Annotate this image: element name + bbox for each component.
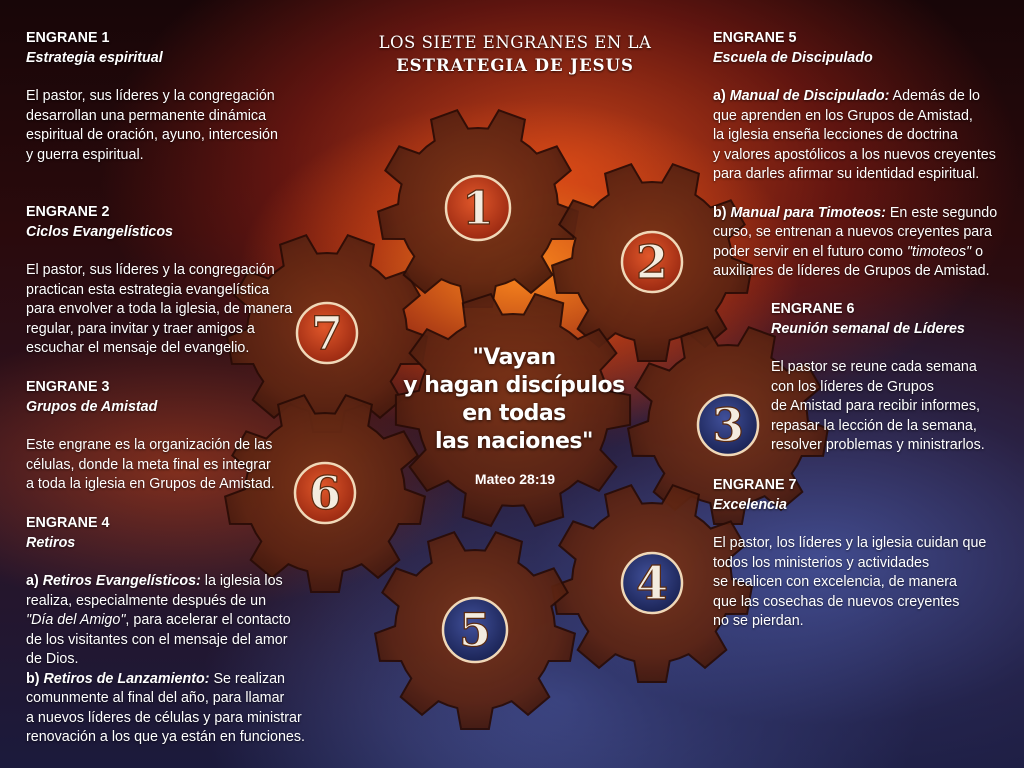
- engrane-5-section: [713, 29, 1018, 282]
- engrane-4-text: comunmente al final del año, para llamar: [26, 690, 285, 706]
- page-title: [330, 31, 700, 77]
- engrane-1-text: desarrollan una permanente dinámica: [26, 107, 267, 124]
- engrane-2-text: escuchar el mensaje del evangelio.: [26, 340, 250, 356]
- engrane-2-section: [26, 203, 326, 359]
- engrane-6-heading: ENGRANE 6: [771, 301, 855, 317]
- quote-line: "Vayan: [472, 345, 556, 370]
- engrane-7-text: que las cosechas de nuevos creyentes: [713, 593, 960, 610]
- engrane-5-text: auxiliares de líderes de Grupos de Amistad.: [713, 263, 990, 279]
- engrane-5-text: para darles afirmar su identidad espiritual.: [713, 166, 980, 182]
- engrane-4-subtitle: Retiros: [26, 534, 76, 551]
- engrane-5-b-line: b) Manual para Timoteos: En este segundo: [713, 204, 998, 221]
- engrane-1-subtitle: Estrategia espiritual: [26, 49, 163, 66]
- engrane-6-section: [771, 300, 1021, 456]
- engrane-5-text: que aprenden en los Grupos de Amistad,: [713, 107, 973, 124]
- engrane-3-text: células, donde la meta final es integrar: [26, 456, 271, 473]
- engrane-7-text: no se pierdan.: [713, 613, 804, 629]
- engrane-7-subtitle: Excelencia: [713, 496, 787, 513]
- engrane-4-a-line: a) Retiros Evangelísticos: la iglesia los: [26, 573, 283, 589]
- engrane-4-text: de los visitantes con el mensaje del amor: [26, 631, 288, 648]
- engrane-6-text: con los líderes de Grupos: [771, 378, 934, 395]
- engrane-1-text: espiritual de oración, ayuno, intercesión: [26, 127, 278, 143]
- gear-number: 5: [458, 603, 492, 657]
- engrane-5-subtitle: Escuela de Discipulado: [713, 49, 873, 66]
- engrane-3-heading: ENGRANE 3: [26, 379, 110, 395]
- engrane-5-a-line: a) Manual de Discipulado: Además de lo: [713, 88, 980, 104]
- engrane-7-text: se realicen con excelencia, de manera: [713, 574, 957, 590]
- engrane-5-heading: ENGRANE 5: [713, 30, 797, 46]
- quote-reference: Mateo 28:19: [474, 471, 556, 487]
- gear-number: 3: [711, 398, 745, 452]
- engrane-6-subtitle: Reunión semanal de Líderes: [771, 320, 965, 337]
- engrane-2-subtitle: Ciclos Evangelísticos: [26, 223, 173, 240]
- quote-line: en todas: [462, 401, 566, 426]
- center-quote: [400, 344, 628, 456]
- engrane-4-section: [26, 514, 336, 748]
- engrane-4-text: de Dios.: [26, 651, 79, 667]
- engrane-5-text: la iglesia enseña lecciones de doctrina: [713, 127, 958, 143]
- gear-number: 6: [308, 466, 342, 520]
- engrane-4-text: "Día del Amigo", para acelerar el contacto: [26, 612, 291, 628]
- engrane-4-b-line: b) Retiros de Lanzamiento: Se realizan: [26, 670, 285, 687]
- engrane-2-text: regular, para invitar y traer amigos a: [26, 320, 255, 337]
- engrane-1-section: [26, 29, 326, 165]
- engrane-7-text: El pastor, los líderes y la iglesia cuidan que: [713, 535, 987, 551]
- engrane-3-subtitle: Grupos de Amistad: [26, 398, 158, 415]
- engrane-3-text: Este engrane es la organización de las: [26, 437, 273, 453]
- engrane-2-text: practican esta estrategia evangelística: [26, 281, 270, 298]
- engrane-2-text: El pastor, sus líderes y la congregación: [26, 262, 275, 278]
- engrane-2-text: para envolver a toda la iglesia, de manera: [26, 301, 293, 317]
- gear-number: 4: [635, 556, 669, 610]
- engrane-4-text: renovación a los que ya están en funciones.: [26, 729, 305, 745]
- engrane-3-section: [26, 378, 326, 495]
- engrane-4-heading: ENGRANE 4: [26, 515, 110, 531]
- title-line-2: ESTRATEGIA DE JESUS: [396, 56, 634, 75]
- gear-number: 2: [635, 235, 669, 289]
- engrane-3-text: a toda la iglesia en Grupos de Amistad.: [26, 476, 275, 492]
- engrane-1-heading: ENGRANE 1: [26, 30, 110, 46]
- gear-number: 7: [310, 306, 344, 360]
- quote-line: las naciones": [435, 429, 593, 454]
- engrane-1-text: y guerra espiritual.: [26, 146, 144, 163]
- quote-line: y hagan discípulos: [403, 373, 625, 398]
- engrane-7-text: todos los ministerios y actividades: [713, 554, 930, 571]
- engrane-6-text: de Amistad para recibir informes,: [771, 398, 980, 414]
- engrane-5-text: y valores apostólicos a los nuevos creyentes: [713, 146, 996, 163]
- engrane-1-text: El pastor, sus líderes y la congregación: [26, 88, 275, 104]
- engrane-6-text: repasar la lección de la semana,: [771, 417, 977, 434]
- engrane-5-text: curso, se entrenan a nuevos creyentes para: [713, 224, 992, 240]
- engrane-4-text: a nuevos líderes de células y para ministrar: [26, 709, 302, 726]
- engrane-6-text: El pastor se reune cada semana: [771, 359, 977, 375]
- engrane-5-text: poder servir en el futuro como "timoteos" o: [713, 243, 984, 260]
- title-line-1: LOS SIETE ENGRANES EN LA: [378, 33, 652, 52]
- gear-number: 1: [461, 181, 495, 235]
- engrane-7-heading: ENGRANE 7: [713, 477, 797, 493]
- gear-5: [375, 532, 575, 729]
- engrane-2-heading: ENGRANE 2: [26, 204, 110, 220]
- engrane-6-text: resolver problemas y ministrarlos.: [771, 437, 985, 453]
- engrane-7-section: [713, 476, 1018, 632]
- engrane-4-text: realiza, especialmente después de un: [26, 592, 267, 609]
- gear-1: [378, 110, 578, 307]
